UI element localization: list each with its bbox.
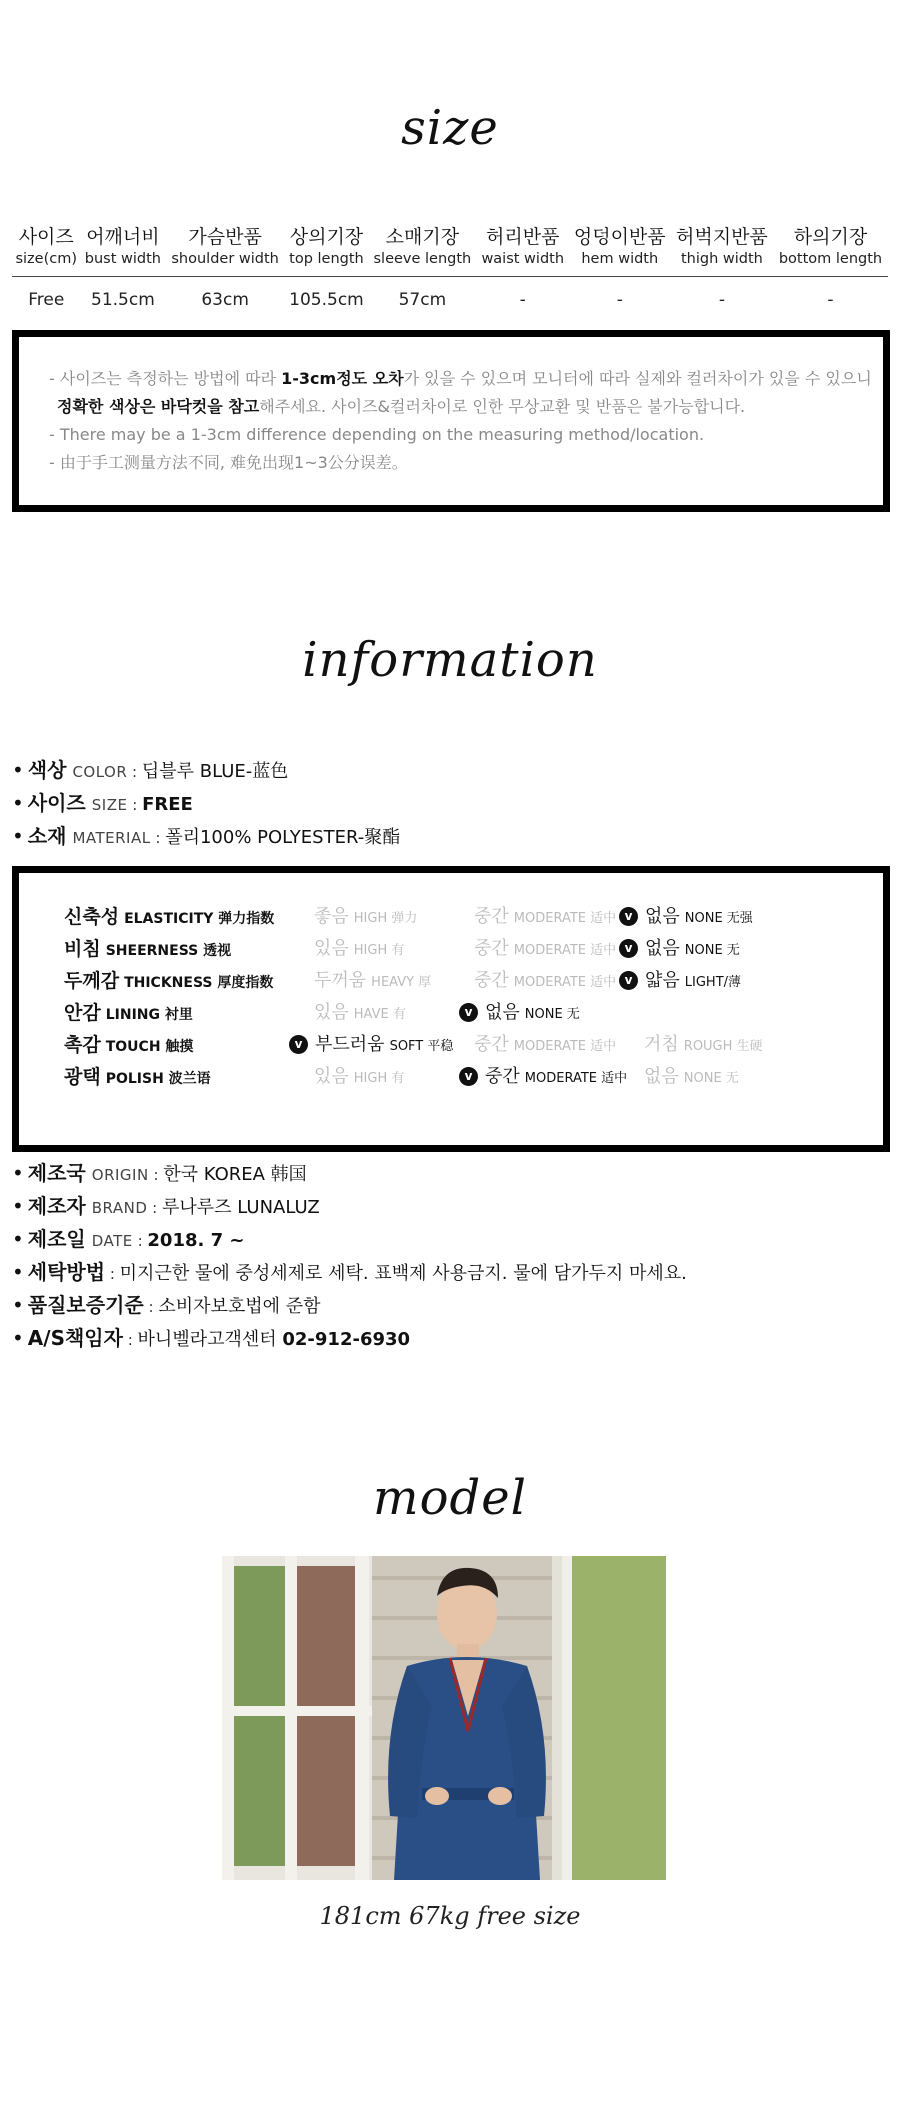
size-col-header [773, 218, 888, 277]
check-icon: v [619, 907, 638, 926]
info-label-en: SIZE [91, 796, 128, 814]
size-col-label-en: waist width [481, 251, 565, 267]
info-item [12, 1322, 687, 1355]
bullet-icon: • [12, 824, 24, 848]
attribute-option [644, 1061, 739, 1093]
model-heading: model [373, 1470, 527, 1526]
info-label: 세탁방법 [27, 1260, 106, 1284]
attribute-name [64, 997, 193, 1029]
attribute-option [619, 965, 741, 997]
attribute-option [619, 933, 740, 965]
bullet-icon: • [12, 1293, 24, 1317]
attribute-option [314, 997, 406, 1029]
model-caption: 181cm 67kg free size [319, 1902, 581, 1930]
size-notice-box [12, 330, 890, 512]
check-icon: v [289, 1035, 308, 1054]
size-col-label-en: bust width [84, 251, 161, 267]
info-item [12, 754, 400, 787]
info-item [12, 1256, 687, 1289]
info-label-en: BRAND [91, 1199, 148, 1217]
info-label: A/S책임자 [27, 1326, 123, 1350]
info-label: 소재 [27, 824, 67, 848]
size-col-label-ko: 상의기장 [289, 226, 364, 248]
info-separator: : [150, 829, 166, 847]
size-col-label-en: size(cm) [15, 251, 77, 267]
size-col-header [569, 218, 671, 277]
attribute-option-sub: MODERATE 适中 [513, 943, 617, 958]
attribute-option-ko: 있음 [314, 938, 349, 959]
info-value: 딥블루 BLUE-蓝色 [141, 761, 289, 782]
attribute-option-sub: HAVE 有 [353, 1007, 406, 1022]
attribute-option-ko: 있음 [314, 1002, 349, 1023]
notice-text: - 사이즈는 측정하는 방법에 따라 [49, 369, 282, 388]
attribute-option [459, 997, 580, 1029]
info-item [12, 787, 400, 820]
notice-line-en: - There may be a 1-3cm difference depending on the measuring method/location. [49, 425, 705, 444]
size-col-label-ko: 하의기장 [793, 226, 868, 248]
info-label-en: ORIGIN [91, 1166, 149, 1184]
attribute-row [19, 1029, 883, 1061]
size-col-label-ko: 어깨너비 [86, 226, 160, 248]
attribute-row [19, 965, 883, 997]
attribute-name-sub: THICKNESS 厚度指数 [124, 975, 274, 991]
attribute-option-sub: NONE 无强 [684, 911, 753, 926]
size-table [12, 218, 888, 323]
attribute-name-sub: LINING 衬里 [105, 1007, 193, 1023]
check-icon: v [459, 1067, 478, 1086]
attribute-option-sub: HIGH 弹力 [353, 911, 418, 926]
attribute-name [64, 1029, 193, 1061]
bullet-icon: • [12, 1194, 24, 1218]
attribute-row [19, 997, 883, 1029]
size-col-header [671, 218, 773, 277]
size-cell: 63cm [201, 290, 249, 310]
notice-line-ko-2 [57, 393, 745, 421]
attribute-option-ko: 중간 [474, 906, 509, 927]
size-col-label-ko: 사이즈 [18, 226, 74, 248]
size-cell: - [718, 290, 725, 310]
attribute-option-ko: 없음 [645, 938, 680, 959]
notice-emphasis: 정확한 색상은 바닥컷을 참고 [57, 397, 260, 416]
attribute-option-sub: ROUGH 生硬 [683, 1039, 763, 1054]
info-separator: : [143, 1298, 159, 1316]
attribute-option [644, 1029, 763, 1061]
info-separator: : [147, 1199, 162, 1217]
attribute-name-ko: 신축성 [64, 906, 120, 928]
size-col-header [285, 218, 368, 277]
attribute-option-ko: 중간 [474, 970, 509, 991]
size-col-label-ko: 엉덩이반품 [573, 226, 666, 248]
attribute-option [619, 901, 753, 933]
attribute-name-ko: 안감 [64, 1002, 101, 1024]
size-cell: 57cm [398, 290, 447, 310]
attribute-option-ko: 거침 [644, 1034, 679, 1055]
attribute-name-sub: TOUCH 触摸 [105, 1039, 194, 1055]
attribute-name [64, 1061, 211, 1093]
info-label: 색상 [27, 758, 67, 782]
attribute-option [314, 933, 404, 965]
attribute-option [474, 901, 616, 933]
attribute-name-ko: 비침 [64, 938, 101, 960]
check-icon: v [619, 971, 638, 990]
notice-text: 해주세요. 사이즈&컬러차이로 인한 무상교환 및 반품은 불가능합니다. [259, 397, 746, 416]
info-label: 품질보증기준 [27, 1293, 144, 1317]
attribute-name-sub: SHEERNESS 透视 [105, 943, 232, 959]
info-value: 한국 KOREA 韩国 [163, 1164, 307, 1185]
size-col-label-en: hem width [581, 251, 659, 267]
table-row [12, 277, 888, 324]
size-col-header [165, 218, 285, 277]
attribute-option [314, 965, 431, 997]
size-col-header [12, 218, 80, 277]
info-label-en: COLOR [72, 763, 128, 781]
size-cell: - [616, 290, 623, 310]
attribute-option-sub: MODERATE 适中 [513, 911, 617, 926]
info-value: 루나루즈 LUNALUZ [162, 1197, 320, 1218]
attribute-option-ko: 있음 [314, 1066, 349, 1087]
attribute-option-sub: SOFT 平稳 [389, 1039, 454, 1054]
fabric-attributes-box [12, 866, 890, 1152]
info-value: FREE [142, 794, 193, 815]
attribute-row [19, 901, 883, 933]
notice-emphasis: 1-3cm정도 오차 [281, 369, 404, 388]
size-col-header [80, 218, 165, 277]
check-icon: v [459, 1003, 478, 1022]
info-value-phone: 02-912-6930 [282, 1329, 411, 1350]
info-value: 바니벨라고객센터 [137, 1329, 283, 1350]
size-col-label-en: thigh width [680, 251, 763, 267]
notice-text: 가 있을 수 있으며 모니터에 따라 실제와 컬러차이가 있을 수 있으니 [403, 369, 872, 388]
info-label: 제조일 [27, 1227, 86, 1251]
size-col-header [477, 218, 569, 277]
info-value: 2018. 7 ~ [147, 1230, 245, 1251]
bullet-icon: • [12, 1326, 24, 1350]
attribute-option-ko: 중간 [474, 1034, 509, 1055]
info-item [12, 1289, 687, 1322]
info-label-en: MATERIAL [72, 829, 151, 847]
attribute-name [64, 901, 274, 933]
notice-line-ko-1 [49, 365, 872, 393]
size-col-label-en: top length [289, 251, 364, 267]
info-list-top [12, 754, 400, 853]
attribute-option-sub: NONE 无 [684, 943, 740, 958]
bullet-icon: • [12, 791, 24, 815]
bullet-icon: • [12, 758, 24, 782]
info-value: 소비자보호법에 준함 [158, 1296, 321, 1317]
attribute-name-ko: 광택 [64, 1066, 101, 1088]
info-list-bottom [12, 1157, 687, 1355]
info-label: 사이즈 [27, 791, 86, 815]
size-col-label-ko: 허벅지반품 [676, 226, 768, 248]
attribute-name-ko: 두께감 [64, 970, 120, 992]
attribute-option [314, 1061, 404, 1093]
size-col-label-en: shoulder width [171, 251, 279, 267]
info-value: 미지근한 물에 중성세제로 세탁. 표백제 사용금지. 물에 담가두지 마세요. [119, 1263, 687, 1284]
info-item [12, 1223, 687, 1256]
info-separator: : [132, 1232, 148, 1250]
bullet-icon: • [12, 1161, 24, 1185]
attribute-option-ko: 중간 [474, 938, 509, 959]
size-col-label-en: bottom length [778, 251, 883, 267]
attribute-option [314, 901, 417, 933]
attribute-option-sub: NONE 无 [683, 1071, 739, 1086]
attribute-option-ko: 두꺼움 [314, 970, 367, 991]
attribute-name [64, 965, 273, 997]
attribute-name-ko: 촉감 [64, 1034, 101, 1056]
info-item [12, 1190, 687, 1223]
attribute-option-sub: HEAVY 厚 [371, 975, 432, 990]
check-icon: v [619, 939, 638, 958]
attribute-option-ko: 좋음 [314, 906, 349, 927]
attribute-option [474, 933, 616, 965]
size-col-header [368, 218, 477, 277]
info-separator: : [122, 1331, 138, 1349]
size-col-label-ko: 소매기장 [385, 226, 460, 248]
size-cell: 51.5cm [91, 290, 155, 310]
attribute-option-sub: HIGH 有 [353, 943, 405, 958]
bullet-icon: • [12, 1260, 24, 1284]
size-cell: - [827, 290, 834, 310]
size-cell: 105.5cm [289, 290, 364, 310]
attribute-option-sub: LIGHT/薄 [684, 975, 742, 990]
attribute-option-ko: 없음 [645, 906, 680, 927]
attribute-option-ko: 없음 [644, 1066, 679, 1087]
info-separator: : [105, 1265, 120, 1283]
size-table-header [12, 218, 888, 277]
attribute-option-sub: MODERATE 适中 [513, 1039, 617, 1054]
info-label: 제조자 [27, 1194, 86, 1218]
size-col-label-ko: 가슴반품 [188, 226, 262, 248]
info-separator: : [148, 1166, 164, 1184]
model-photo [222, 1556, 666, 1880]
info-value: 폴리100% POLYESTER-聚酯 [165, 827, 401, 848]
info-label-en: DATE [91, 1232, 133, 1250]
attribute-name-sub: ELASTICITY 弹力指数 [124, 911, 275, 927]
attribute-option-ko: 없음 [485, 1002, 520, 1023]
attribute-option [474, 1029, 616, 1061]
attribute-option-ko: 얇음 [645, 970, 680, 991]
attribute-option-sub: NONE 无 [524, 1007, 580, 1022]
attribute-row [19, 933, 883, 965]
info-separator: : [127, 763, 142, 781]
attribute-option-sub: MODERATE 适中 [524, 1071, 628, 1086]
attribute-name [64, 933, 231, 965]
size-heading: size [401, 100, 499, 156]
attribute-option-sub: MODERATE 适中 [513, 975, 617, 990]
info-label: 제조국 [27, 1161, 86, 1185]
attribute-option [474, 965, 616, 997]
model-photo-illustration [222, 1556, 666, 1880]
attribute-row [19, 1061, 883, 1093]
size-cell: - [519, 290, 526, 310]
info-item [12, 1157, 687, 1190]
attribute-name-sub: POLISH 波兰语 [105, 1071, 211, 1087]
attribute-option [289, 1029, 453, 1061]
information-heading: information [302, 632, 598, 688]
attribute-option-sub: HIGH 有 [353, 1071, 405, 1086]
attribute-option [459, 1061, 627, 1093]
info-separator: : [127, 796, 143, 814]
bullet-icon: • [12, 1227, 24, 1251]
attribute-option-ko: 부드러움 [315, 1034, 385, 1055]
notice-line-zh: - 由于手工测量方法不同, 难免出现1~3公分误差。 [49, 453, 408, 472]
attribute-option-ko: 중간 [485, 1066, 520, 1087]
size-col-label-en: sleeve length [373, 251, 472, 267]
info-item [12, 820, 400, 853]
size-col-label-ko: 허리반품 [486, 226, 560, 248]
size-cell: Free [28, 290, 65, 310]
